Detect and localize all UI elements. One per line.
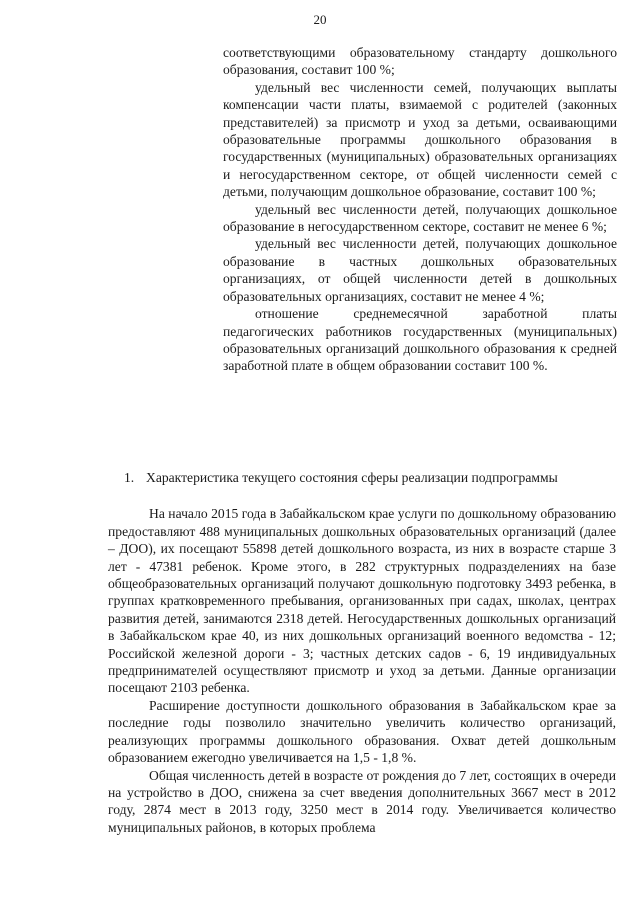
indicator-item: удельный вес численности семей, получающих выплаты компенсации части платы, взимаемой с родителей (законных представителей) за присмотр и уход за детьми, осваивающими образовательные программы дошкольного образования в государственных (муниципальных) образовательных организациях и негосударственном секторе, от общей численности семей с детьми, получающим дошкольное образование, составит 100 %; xyxy=(223,79,617,200)
section-title: Характеристика текущего состояния сферы реализации подпрограммы xyxy=(146,470,558,485)
page-number: 20 xyxy=(313,12,327,27)
indicator-item: удельный вес численности детей, получающих дошкольное образование в негосударственном секторе, составит не менее 6 %; xyxy=(223,201,617,235)
indicator-item: соответствующими образовательному стандарту дошкольного образования, составит 100 %; xyxy=(223,45,617,78)
indicator-item: удельный вес численности детей, получающих дошкольное образование в частных дошкольных образовательных организациях, от общей численности детей в дошкольных образовательных организациях, составит не менее 4 %; xyxy=(223,236,617,304)
indicator-list xyxy=(223,44,617,375)
section-number: 1. xyxy=(124,470,135,485)
body-paragraph: Расширение доступности дошкольного образования в Забайкальском крае за последние годы позволило значительно увеличить количество организаций, реализующих программы дошкольного образования. Охват детей дошкольным образованием ежегодно увеличивается на 1,5 - 1,8 %. xyxy=(108,697,616,766)
body-paragraph: Общая численность детей в возрасте от рождения до 7 лет, состоящих в очереди на устройство в ДОО, снижена за счет введения дополнительных 3667 мест в 2012 году, 2874 мест в 2013 году, 3250 мест в 2014 году. Увеличивается количество муниципальных районов, в которых проблема xyxy=(108,767,616,835)
indicator-item: отношение среднемесячной заработной платы педагогических работников государственных (муниципальных) образовательных организаций дошкольного образования к средней заработной плате в общем образовании составит 100 %. xyxy=(223,306,617,374)
section-1 xyxy=(108,469,616,836)
section-body xyxy=(108,505,616,836)
body-paragraph: На начало 2015 года в Забайкальском крае услуги по дошкольному образованию предоставляют 488 муниципальных дошкольных образовательных организаций (далее – ДОО), их посещают 55898 детей дошкольного возраста, из них в возрасте старше 3 лет - 47381 ребенок. Кроме этого, в 282 структурных подразделениях на базе общеобразовательных организаций получают дошкольную подготовку 3493 ребенка, в группах кратковременного пребывания, организованных при садах, школах, центрах развития детей, занимаются 2318 детей. Негосударственных дошкольных организаций в Забайкальском крае 40, из них дошкольных организаций военного ведомства - 12; Российской железной дороги - 3; частных детских садов - 6, 19 индивидуальных предпринимателей осуществляют присмотр и уход за детьми. Данные организации посещают 2103 ребенка. xyxy=(108,506,616,696)
section-heading xyxy=(124,469,616,486)
